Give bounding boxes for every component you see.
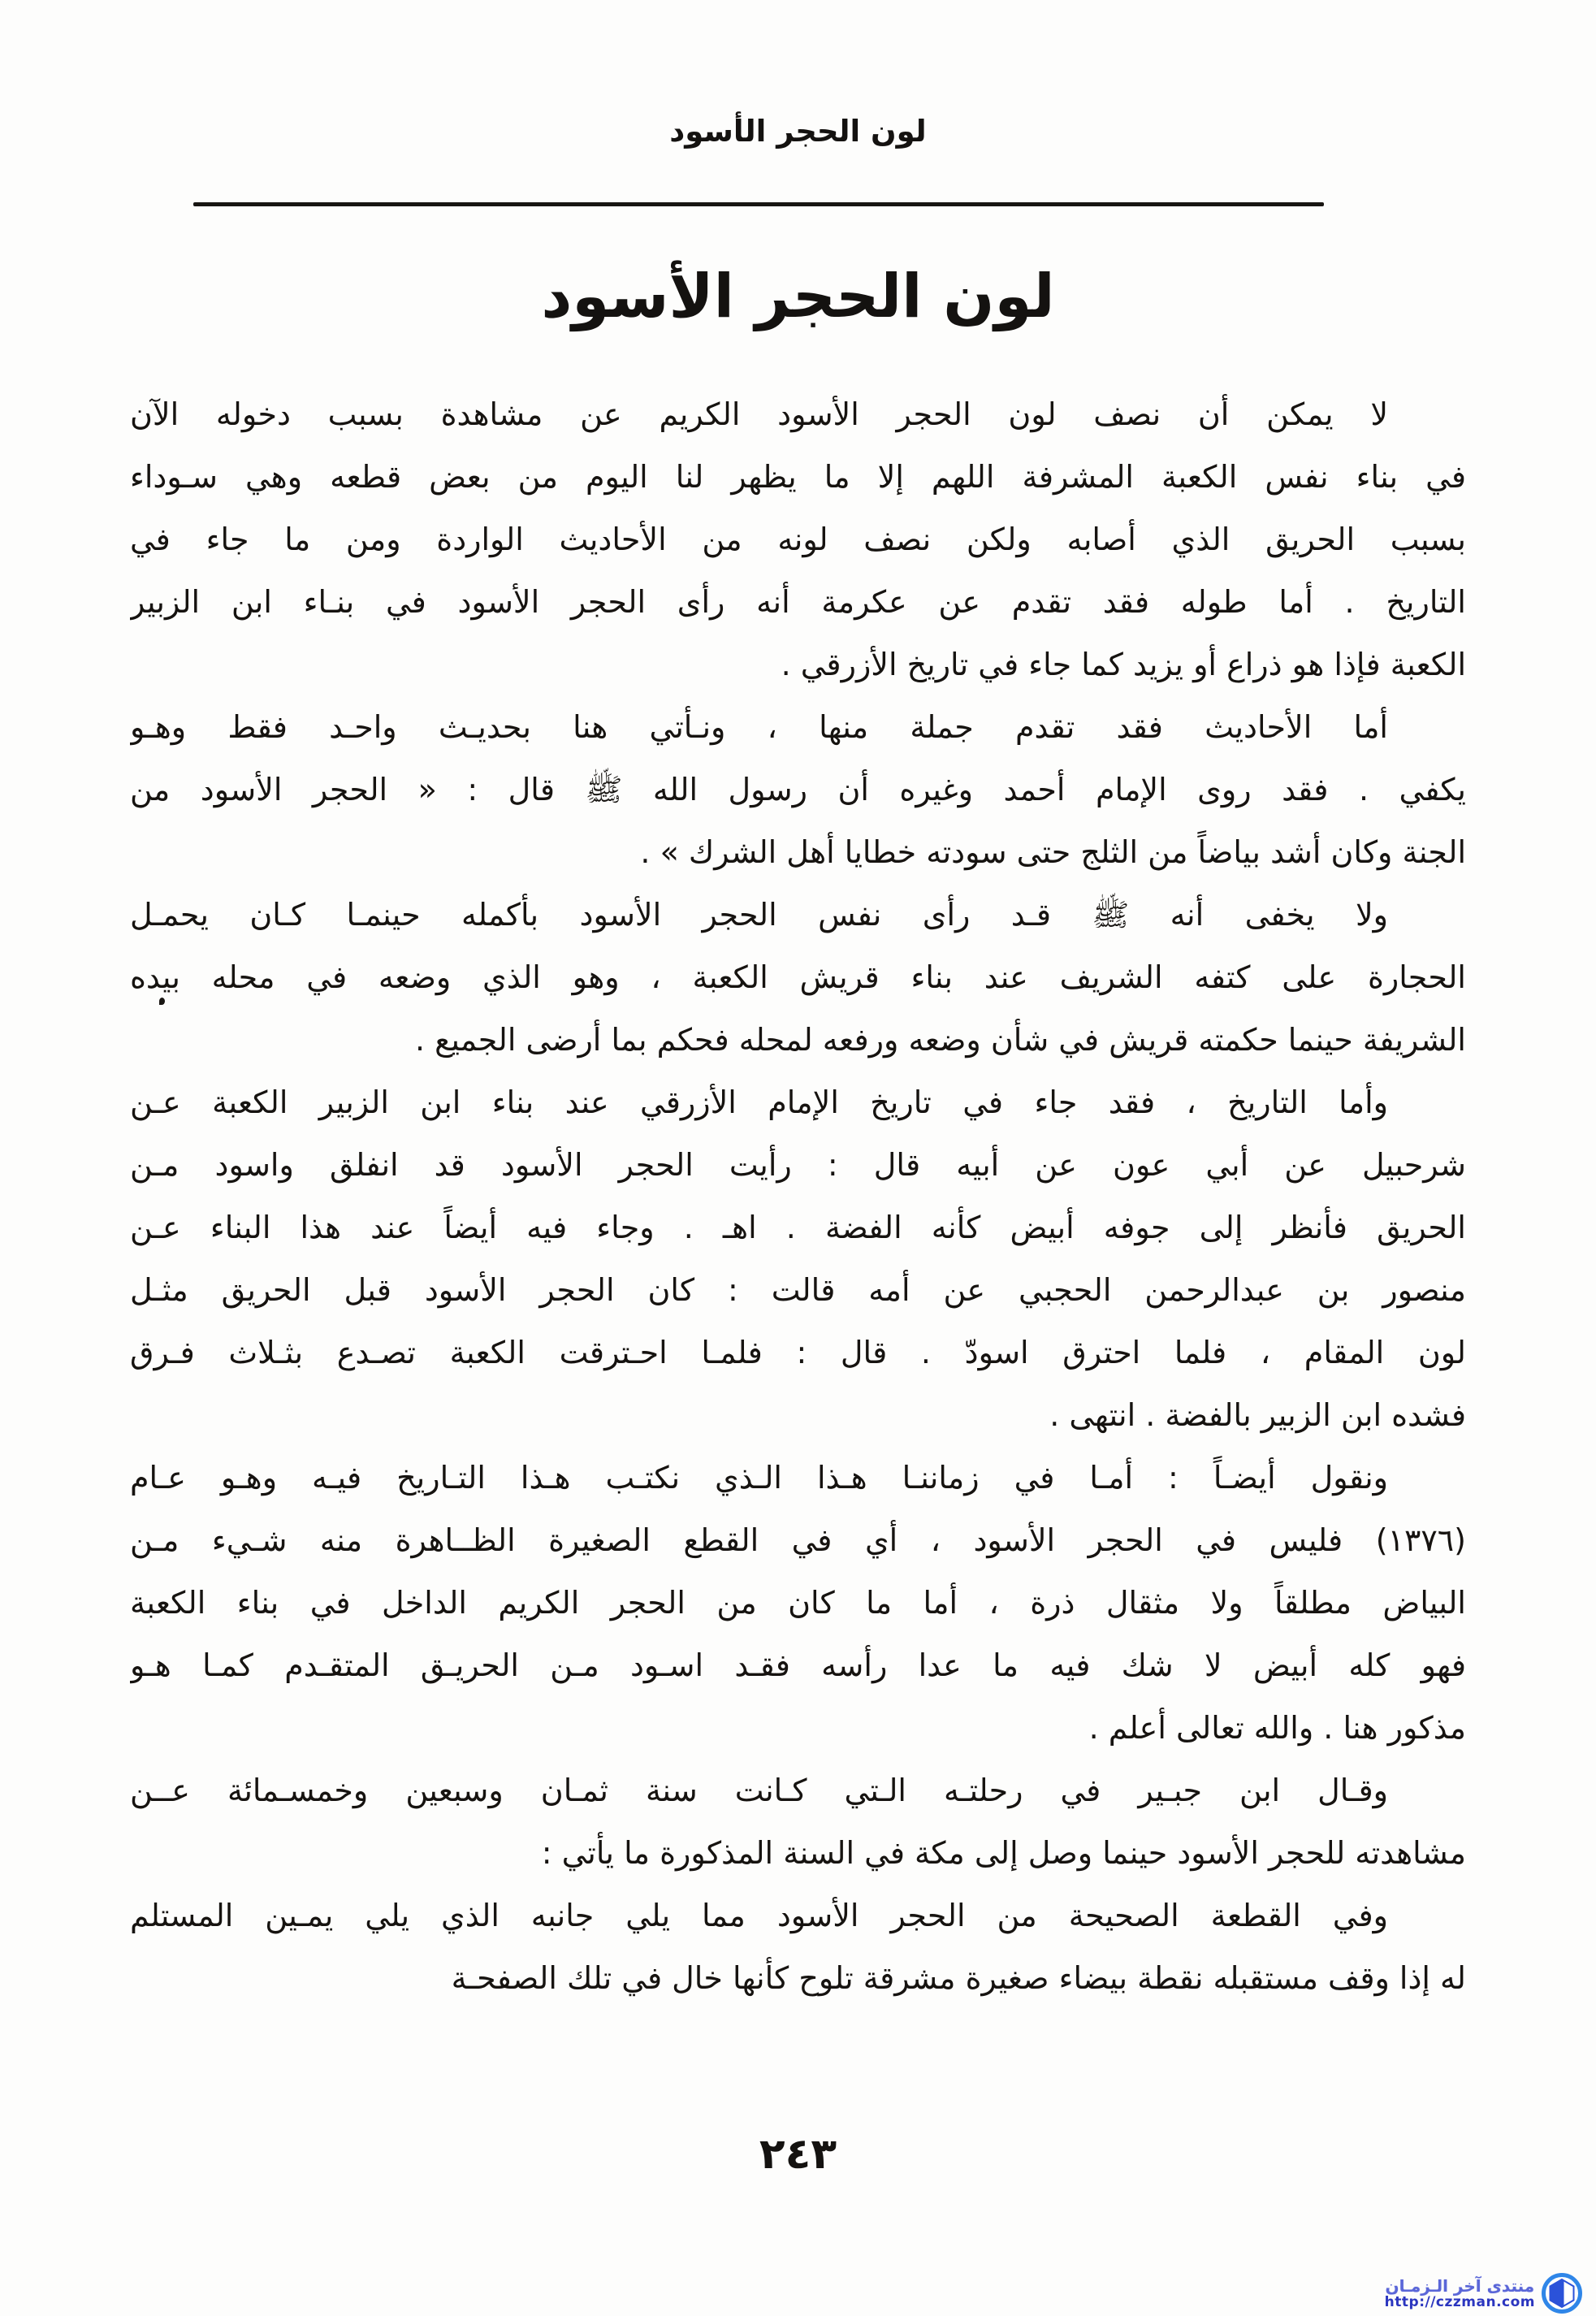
body-line: الحريق فأنظر إلى جوفه أبيض كأنه الفضة . اهـ . وجاء فيه أيضاً عند هذا البناء عـن [130, 1210, 1466, 1245]
body-line: فهو كله أبيض لا شك فيه ما عدا رأسه فقـد اسـود مـن الحريـق المتقـدم كمـا هـو [130, 1647, 1466, 1683]
body-line: فشده ابن الزبير بالفضة . انتهى . [1049, 1397, 1466, 1433]
watermark-site-url: http://czzman.com [1384, 2293, 1535, 2310]
body-paragraph [130, 1071, 1466, 1447]
watermark-site-name: منتدى آخر الـزمـان [1385, 2275, 1535, 2296]
body-line: بسبب الحريق الذي أصابه ولكن نصف لونه من الأحاديث الواردة ومن ما جاء في [130, 522, 1466, 557]
body-line: يكفي . فقد روى الإمام أحمد وغيره أن رسول الله ﷺ قال : « الحجر الأسود من [130, 772, 1466, 807]
body-line: شرحبيل عن أبي عون عن أبيه قال : رأيت الحجر الأسود قد انفلق واسود مـن [130, 1147, 1466, 1183]
body-line: الشريفة حينما حكمته قريش في شأن وضعه ورفعه لمحله فحكم بما أرضى الجميع . [414, 1022, 1466, 1058]
body-line: في بناء نفس الكعبة المشرفة اللهم إلا ما يظهر لنا اليوم من بعض قطعه وهي سـوداء [130, 459, 1466, 495]
body-line: أما الأحاديث فقد تقدم جملة منها ، ونـأتي هنا بحديـث واحـد فقط وهـو [130, 709, 1388, 745]
body-line: لا يمكن أن نصف لون الحجر الأسود الكريم عن مشاهدة بسبب دخوله الآن [130, 396, 1388, 432]
body-paragraph [130, 1447, 1466, 1760]
scan-artifact-dot [159, 998, 165, 1005]
body-line: التاريخ . أما طوله فقد تقدم عن عكرمة أنه رأى الحجر الأسود في بنـاء ابن الزبير [130, 584, 1466, 620]
body-line: وفي القطعة الصحيحة من الحجر الأسود مما يلي جانبه الذي يلي يمـين المستلم [130, 1898, 1388, 1933]
body-line: ونقول أيضـاً : أمـا في زماننـا هـذا الـذي نكتـب هـذا التـاريخ فيـه وهـو عـام [130, 1460, 1388, 1496]
body-paragraph [130, 884, 1466, 1071]
body-paragraph [130, 383, 1466, 696]
body-line: له إذا وقف مستقبله نقطة بيضاء صغيرة مشرقة تلوح كأنها خال في تلك الصفحـة [451, 1960, 1466, 1996]
body-line: البياض مطلقاً ولا مثقال ذرة ، أما ما كان من الحجر الكريم الداخل في بناء الكعبة [130, 1585, 1466, 1621]
body-line: الكعبة فإذا هو ذراع أو يزيد كما جاء في تاريخ الأزرقي . [781, 647, 1466, 682]
body-line: (١٣٧٦) فليس في الحجر الأسود ، أي في القطع الصغيرة الظــاهرة منه شـيء مـن [130, 1522, 1466, 1558]
body-text [130, 383, 1466, 2010]
body-line: مشاهدته للحجر الأسود حينما وصل إلى مكة في السنة المذكورة ما يأتي : [541, 1835, 1466, 1871]
watermark [1385, 2272, 1583, 2314]
running-head-title: لون الحجر الأسود [669, 114, 927, 149]
body-line: منصور بن عبدالرحمن الحجبي عن أمه قالت : كان الحجر الأسود قبل الحريق مثـل [130, 1272, 1466, 1308]
body-line: لون المقام ، فلما احترق اسودّ . قال : فلمـا احـترقت الكعبة تصـدع بثـلاث فـرق [130, 1335, 1466, 1370]
body-paragraph [130, 1760, 1466, 1885]
body-line: وقـال ابن جبـير في رحلتـه الـتي كـانت سنة ثمـان وسبعين وخمسـمائة عــن [130, 1773, 1388, 1808]
watermark-logo-hexagon-in-circle-icon [1541, 2272, 1583, 2314]
body-paragraph [130, 696, 1466, 884]
page-number: ٢٤٣ [759, 2130, 837, 2179]
body-line: الحجارة على كتفه الشريف عند بناء قريش الكعبة ، وهو الذي وضعه في محله بيده [130, 959, 1466, 995]
header-divider-rule [193, 202, 1324, 206]
body-line: ولا يخفى أنه ﷺ قـد رأى نفس الحجر الأسود بأكمله حينمـا كـان يحمـل [130, 897, 1388, 933]
body-line: الجنة وكان أشد بياضاً من الثلج حتى سودته خطايا أهل الشرك » . [640, 834, 1466, 870]
body-line: وأما التاريخ ، فقد جاء في تاريخ الإمام الأزرقي عند بناء ابن الزبير الكعبة عـن [130, 1084, 1388, 1120]
page-title: لون الحجر الأسود [541, 262, 1055, 331]
body-paragraph [130, 1885, 1466, 2010]
body-line: مذكور هنا . والله تعالى أعلم . [1088, 1710, 1466, 1746]
watermark-text-block [1385, 2277, 1535, 2310]
